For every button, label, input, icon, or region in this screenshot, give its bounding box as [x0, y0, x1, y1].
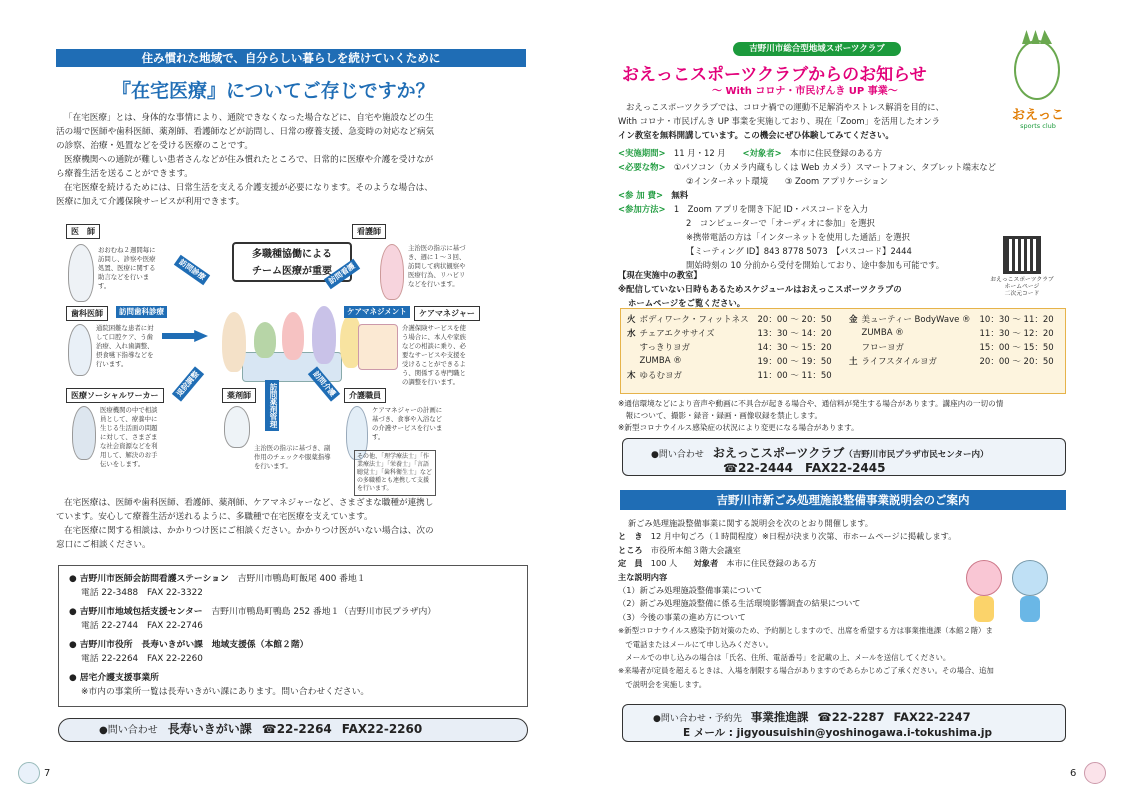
role-caremanager-label: ケアマネジャー — [414, 306, 480, 321]
role-pharmacist-text: 主治医の指示に基づき、副作用のチェックや服薬指導を行います。 — [254, 444, 331, 470]
schedule-left — [625, 312, 834, 382]
role-dentist-label: 歯科医師 — [66, 306, 108, 321]
club-inquiry-box: ●問い合わせ おえっこスポーツクラブ（吉野川市民プラザ市民センター内） ☎22-2444 FAX22-2445 — [622, 438, 1066, 476]
role-msw-label: 医療ソーシャルワーカー — [66, 388, 164, 403]
arrow-home-dental: 訪問歯科診療 — [116, 306, 167, 318]
contacts-box: ● 吉野川市医師会訪問看護ステーション 吉野川市鴨島町飯尾 400 番地１ 電話 22-3488 FAX 22-3322 ● 吉野川市地域包括支援センター 吉野川市鴨島町鴨島 252 番地１（吉野川市民プラザ内） 電話 22-2744 FAX 22-2746 ● 吉野川市役所 長寿いきがい課 地域支援係（本館２階） 電話 22-2264 FAX 22-2260 ● 居宅介護支援事業所 ※市内の事業所一覧は長寿いきがい課にあります。問い合わせください。 — [58, 565, 528, 707]
qr-caption: おえっこスポーツクラブ ホームページ 二次元コード — [990, 277, 1054, 297]
nurse-figure — [380, 244, 404, 300]
left-inquiry-bar: ●問い合わせ 長寿いきがい課 ☎22-2264 FAX22-2260 — [58, 718, 528, 742]
role-others-text: その他、「理学療法士」「作業療法士」「栄養士」「言語聴覚士」「歯科衛生士」などの多職種とも連携して支援を行います。 — [354, 450, 436, 496]
team-care-diagram — [62, 220, 532, 498]
left-page-number: 7 — [44, 768, 51, 779]
left-outro: 在宅医療は、医師や歯科医師、看護師、薬剤師、ケアマネジャーなど、さまざまな職種が連携し ています。安心して療養生活が送れるように、多職種で在宅医療を支えています。 在宅医療に関する相談は、かかりつけ医にご相談ください。かかりつけ医がいない場合は、次の 窓口にご相談ください。 — [56, 498, 434, 550]
arrow-dentist — [162, 330, 208, 342]
left-mascot-icon — [18, 762, 40, 784]
left-intro: 「在宅医療」とは、身体的な事情により、通院できなくなった場合などに、自宅や施設などの生 活の場で医師や歯科医師、薬剤師、看護師などが訪問し、日常の療養支援、急変時の対応など病気 の診察、治療・処置などを受ける医療のことです。 医療機関への通院が難しい患者さんなどが住み慣れたところで、日常的に医療や介護を受けなが ら療養生活を送ることができます。 在宅医療を続けるためには、日常生活を支える介護支援が必要になります。そのような場合は、 医療に加えて介護保険サービスが利用できます。 — [56, 113, 435, 207]
schedule-right — [847, 312, 1056, 368]
club-notes: ※通信環境などにより音声や動画に不具合が起きる場合や、通信料が発生する場合があります。講座内の一切の情 報について、撮影・録音・録画・画像収録を禁止します。 ※新型コロナウイルス感染症の状況により変更になる場合があります。 — [618, 399, 1004, 432]
schedule-box — [620, 308, 1066, 394]
club-intro: おえっこスポーツクラブでは、コロナ禍での運動不足解消やストレス解消を目的に、 With コロナ・市民げんき UP 事業を実施しており、現在「Zoom」を活用したオンラ イン教室を無料開講しています。この機会にぜひ体験してみてください。 — [618, 102, 944, 140]
oekko-mascot-logo: おえっこ sports club — [1000, 30, 1076, 130]
waste-band: 吉野川市新ごみ処理施設整備事業説明会のご案内 — [620, 490, 1066, 510]
role-carestaff-text: ケアマネジャーの計画に基づき、食事や入浴などの介護サービスを行います。 — [372, 406, 443, 441]
caremanager-figure — [358, 324, 398, 370]
schedule-row: 火 ボディワーク・フィットネス 20：00 ～ 20：50 — [627, 315, 832, 325]
role-nurse-text: 主治医の指示に基づき、週に１～３回、訪問して病状観察や医療行為、リハビリなどを行います。 — [408, 244, 466, 288]
schedule-row: 金 美ューティー BodyWave ® 10：30 ～ 11：20 — [849, 315, 1054, 325]
current-classes-heading: 【現在実施中の教室】 ※配信していない日時もあるためスケジュールはおえっこスポーツクラブの ホームページをご覧ください。 — [618, 270, 902, 308]
center-title-box: 多職種協働による チーム医療が重要 — [232, 242, 352, 282]
dentist-figure — [68, 324, 92, 376]
arrow-home-nursing: 訪問看護 — [324, 259, 360, 289]
schedule-row: 土 ライフスタイルヨガ 20：00 ～ 20：50 — [849, 357, 1054, 367]
right-page-number: 6 — [1070, 768, 1077, 779]
waste-mascots — [958, 556, 1058, 626]
msw-figure — [72, 406, 96, 460]
club-band: 吉野川市総合型地域スポーツクラブ — [733, 42, 901, 56]
left-header-band: 住み慣れた地域で、自分らしい暮らしを続けていくために — [56, 49, 526, 67]
club-details: <実施期間> 11 月・12 月 <対象者> 本市に住民登録のある方 <必要な物> ①パソコン（カメラ内蔵もしくは Web カメラ）スマートフォン、タブレット端末など ②インターネット環境 ③ Zoom アプリケーション <参 加 費> 無料 <参加方法> 1 Zoom アプリを開き下記 ID・パスコードを入力 2 コンピューターで「オーディオに参加」を選択 ※携帯電話の方は「インターネットを使用した通話」を選択 【ミーティング ID】843 8778 5073 【パスコード】2444 開始時刻の 10 分前から受付を開始しており、途中参加も可能です。 — [618, 148, 997, 270]
left-title: 『在宅医療』についてご存じですか？ — [112, 80, 435, 102]
schedule-row: 木 ゆるむヨガ 11：00 ～ 11：50 — [627, 371, 832, 381]
schedule-row: フローヨガ 15：00 ～ 15：50 — [861, 343, 1054, 353]
role-carestaff-label: 介護職員 — [344, 388, 386, 403]
schedule-row: 水 チェアエクササイズ 13：30 ～ 14：20 — [627, 329, 832, 339]
role-caremanager-text: 介護保険サービスを使う場合に、本人や家族などの相談に乗り、必要なサービスや支援を受けることができるよう、関係する専門職との調整を行います。 — [402, 324, 466, 386]
contact-item: ● 吉野川市地域包括支援センター 吉野川市鴨島町鴨島 252 番地１（吉野川市民プラザ内） — [69, 607, 437, 617]
club-subtitle: ～ With コロナ・市民げんき UP 事業～ — [712, 86, 898, 97]
role-dentist-text: 通院困難な患者に対して口腔ケア、う歯治療、入れ歯調整、摂食嚥下指導などを行います。 — [96, 324, 154, 368]
contact-item: ● 吉野川市役所 長寿いきがい課 地域支援係（本館２階） — [69, 640, 309, 650]
waste-info: 新ごみ処理施設整備事業に関する説明会を次のとおり開催します。 と き 12 月中旬ごろ（１時間程度）※日程が決まり次第、市ホームページに掲載します。 ところ 市役所本館３階大会議室 定 員 100 人 対象者 本市に住民登録のある方 主な説明内容 （1）新ごみ処理施設整備事業について （2）新ごみ処理施設整備に係る生活環境影響調査の結果について （3）今後の事業の進め方について ※新型コロナウイルス感染予防対策のため、予約制としますので、出席を希望する方は事業推進課（本館２階）ま で電話またはメールにて申し込みください。 メールでの申し込みの場合は「氏名、住所、電話番号」を記載の上、メールを送信してください。 ※来場者が定員を超えるときは、入場を制限する場合がありますのであらかじめご了承ください。その場合、追加 で説明会を実施します。 — [618, 518, 994, 689]
arrow-discharge: 退院調整 — [172, 366, 204, 401]
role-pharmacist-label: 薬剤師 — [222, 388, 256, 403]
club-title: おえっこスポーツクラブからのお知らせ — [622, 65, 927, 85]
schedule-row: すっきりヨガ 14：30 ～ 15：20 — [639, 343, 832, 353]
pharmacist-figure — [224, 406, 250, 448]
role-nurse-label: 看護師 — [352, 224, 386, 239]
contact-item: ● 吉野川市医師会訪問看護ステーション 吉野川市鴨島町飯尾 400 番地１ — [69, 574, 366, 584]
schedule-row: ZUMBA ® 19：00 ～ 19：50 — [639, 356, 832, 367]
arrow-home-pharmacy: 訪問薬剤管理 — [265, 380, 279, 431]
waste-inquiry-box: ●問い合わせ・予約先 事業推進課 ☎22-2287 FAX22-2247 E メール : jigyousuishin@yoshinogawa.i-tokushima.jp — [622, 704, 1066, 742]
right-mascot-icon — [1084, 762, 1106, 784]
doctor-figure — [68, 244, 94, 302]
arrow-home-care: 訪問介護 — [308, 366, 340, 401]
role-doctor-text: おおむね２週間毎に訪問し、診察や医療処置、医療に関する助言などを行います。 — [98, 246, 156, 290]
qr-code — [1003, 236, 1041, 274]
arrow-home-visit-doctor: 訪問診療 — [174, 255, 210, 285]
waste-email-link[interactable]: E メール : jigyousuishin@yoshinogawa.i-tokushima.jp — [683, 727, 993, 739]
schedule-row: ZUMBA ® 11：30 ～ 12：20 — [861, 328, 1054, 339]
role-msw-text: 医療機関の中で相談員として、療養中に生じる生活面の問題に対して、さまざまな社会資源などを利用して、解決のお手伝いをします。 — [100, 406, 158, 468]
arrow-care-management: ケアマネジメント — [344, 306, 410, 318]
role-doctor-label: 医 師 — [66, 224, 100, 239]
contact-item: ● 居宅介護支援事業所 — [69, 673, 159, 683]
